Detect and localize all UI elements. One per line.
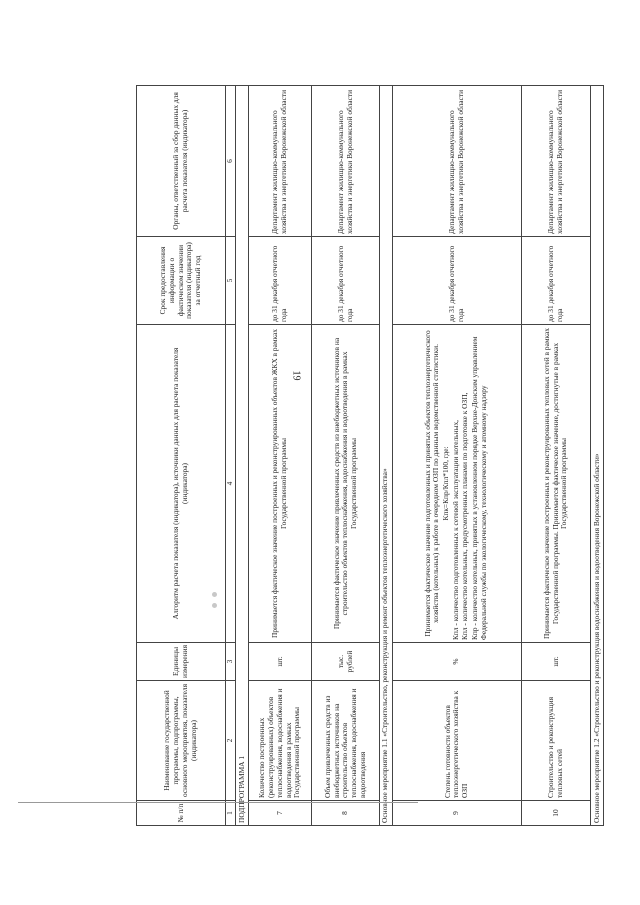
- table-row: [312, 86, 380, 826]
- deadline-cell: до 31 декабря отчетного года: [312, 237, 380, 325]
- header-cell: Единицы измерения: [137, 643, 226, 681]
- subprogram-row: [236, 86, 249, 826]
- indicator-name: Степень готовности объектов теплоэнергетического хозяйства к ОЗП: [392, 681, 521, 801]
- scan-margin-line: [18, 802, 418, 803]
- column-number: 1: [225, 801, 236, 826]
- row-number: 9: [392, 801, 521, 826]
- deadline-cell: до 31 декабря отчетного года: [392, 237, 521, 325]
- rotated-table-wrapper: [136, 86, 604, 826]
- row-number: 7: [248, 801, 311, 826]
- algorithm-intro: Принимается фактическое значение подготовленных и принятых объектов теплоэнергетического хозяйства (котельных) к работе в очередном ОЗП по данным ведомственной статистики.: [422, 330, 441, 637]
- table-row: [248, 86, 311, 826]
- algorithm-term: Кпр - количество котельных, принятых в установленном порядке Верхне-Донским управлением Федеральной службы по экологическому, технологическому и атомному надзору: [470, 336, 488, 640]
- responsible-cell: Департамент жилищно-коммунального хозяйства и энергетики Воронежской области: [521, 86, 591, 237]
- indicators-table: [136, 85, 604, 826]
- responsible-cell: Департамент жилищно-коммунального хозяйства и энергетики Воронежской области: [392, 86, 521, 237]
- unit-cell: тыс. рублей: [312, 643, 380, 681]
- column-number: 5: [225, 237, 236, 325]
- column-number-row: [225, 86, 236, 826]
- column-number: 6: [225, 86, 236, 237]
- main-event-row: [379, 86, 392, 826]
- algorithm-cell: Принимается фактическое значение построенных и реконструированных объектов ЖКХ в рамках Государственной программы: [248, 325, 311, 643]
- column-number: 3: [225, 643, 236, 681]
- header-cell: № п/п: [137, 801, 226, 826]
- table-row: [521, 86, 591, 826]
- unit-cell: шт.: [248, 643, 311, 681]
- header-cell: Алгоритм расчета показателя (индикатора), источники данных для расчета показателя (индикатора): [137, 325, 226, 643]
- responsible-cell: Департамент жилищно-коммунального хозяйства и энергетики Воронежской области: [312, 86, 380, 237]
- main-event-title: Основное мероприятие 1.1 «Строительство, реконструкция и ремонт объектов теплоэнергетического хозяйства»: [379, 86, 392, 826]
- header-row: [137, 86, 226, 826]
- algorithm-term: Кпл - количество котельных, предусмотренных планами по подготовке к ОЗП,: [460, 392, 470, 640]
- algorithm-cell: Принимается фактическое значение построенных и реконструированных тепловых сетей в рамках Государственной программы. Принимается фактическое значение, достигнутые в рамках Государственной программы: [521, 325, 591, 643]
- table-row: [392, 86, 521, 826]
- indicator-name: Строительство и реконструкция тепловых сетей: [521, 681, 591, 801]
- header-cell: Органы, ответственный за сбор данных для расчета показателя (индикатора): [137, 86, 226, 237]
- deadline-cell: до 31 декабря отчетного года: [248, 237, 311, 325]
- algorithm-cell: [392, 325, 521, 643]
- main-event-row: [591, 86, 604, 826]
- page-number: 19: [290, 370, 302, 381]
- row-number: 8: [312, 801, 380, 826]
- responsible-cell: Департамент жилищно-коммунального хозяйства и энергетики Воронежской области: [248, 86, 311, 237]
- algorithm-term: Кпл - количество подготовленных к сетевой эксплуатации котельных,: [450, 420, 460, 640]
- scan-artifact-dot: [212, 603, 217, 608]
- algorithm-formula: Кпк=Кпр/Кпл*100, где:: [441, 446, 450, 521]
- header-cell: Наименование государственной программы, подпрограммы, основного мероприятия, показателя (индикатора): [137, 681, 226, 801]
- indicator-name: Объем привлеченных средств из внебюджетных источников на строительство объектов теплоснабжения, водоснабжения и водоотведения: [312, 681, 380, 801]
- row-number: 10: [521, 801, 591, 826]
- indicator-name: Количество построенных (реконструированных) объектов теплоснабжения, водоснабжения и водоотведения в рамках Государственной программы: [248, 681, 311, 801]
- main-event-title: Основное мероприятие 1.2 «Строительство и реконструкция водоснабжения и водоотведения Воронежской области»: [591, 86, 604, 826]
- unit-cell: шт.: [521, 643, 591, 681]
- column-number: 2: [225, 681, 236, 801]
- scan-artifact-dot: [212, 592, 217, 597]
- subprogram-title: ПОДПРОГРАММА 1: [236, 86, 249, 826]
- deadline-cell: до 31 декабря отчетного года: [521, 237, 591, 325]
- header-cell: Срок предоставления информации о фактическом значении показателя (индикатора) за отчетный год: [137, 237, 226, 325]
- unit-cell: %: [392, 643, 521, 681]
- column-number: 4: [225, 325, 236, 643]
- algorithm-cell: Принимается фактическое значение привлеченных средств из внебюджетных источников на строительство объектов теплоснабжения, водоснабжения и водоотведения в рамках Государственной программы: [312, 325, 380, 643]
